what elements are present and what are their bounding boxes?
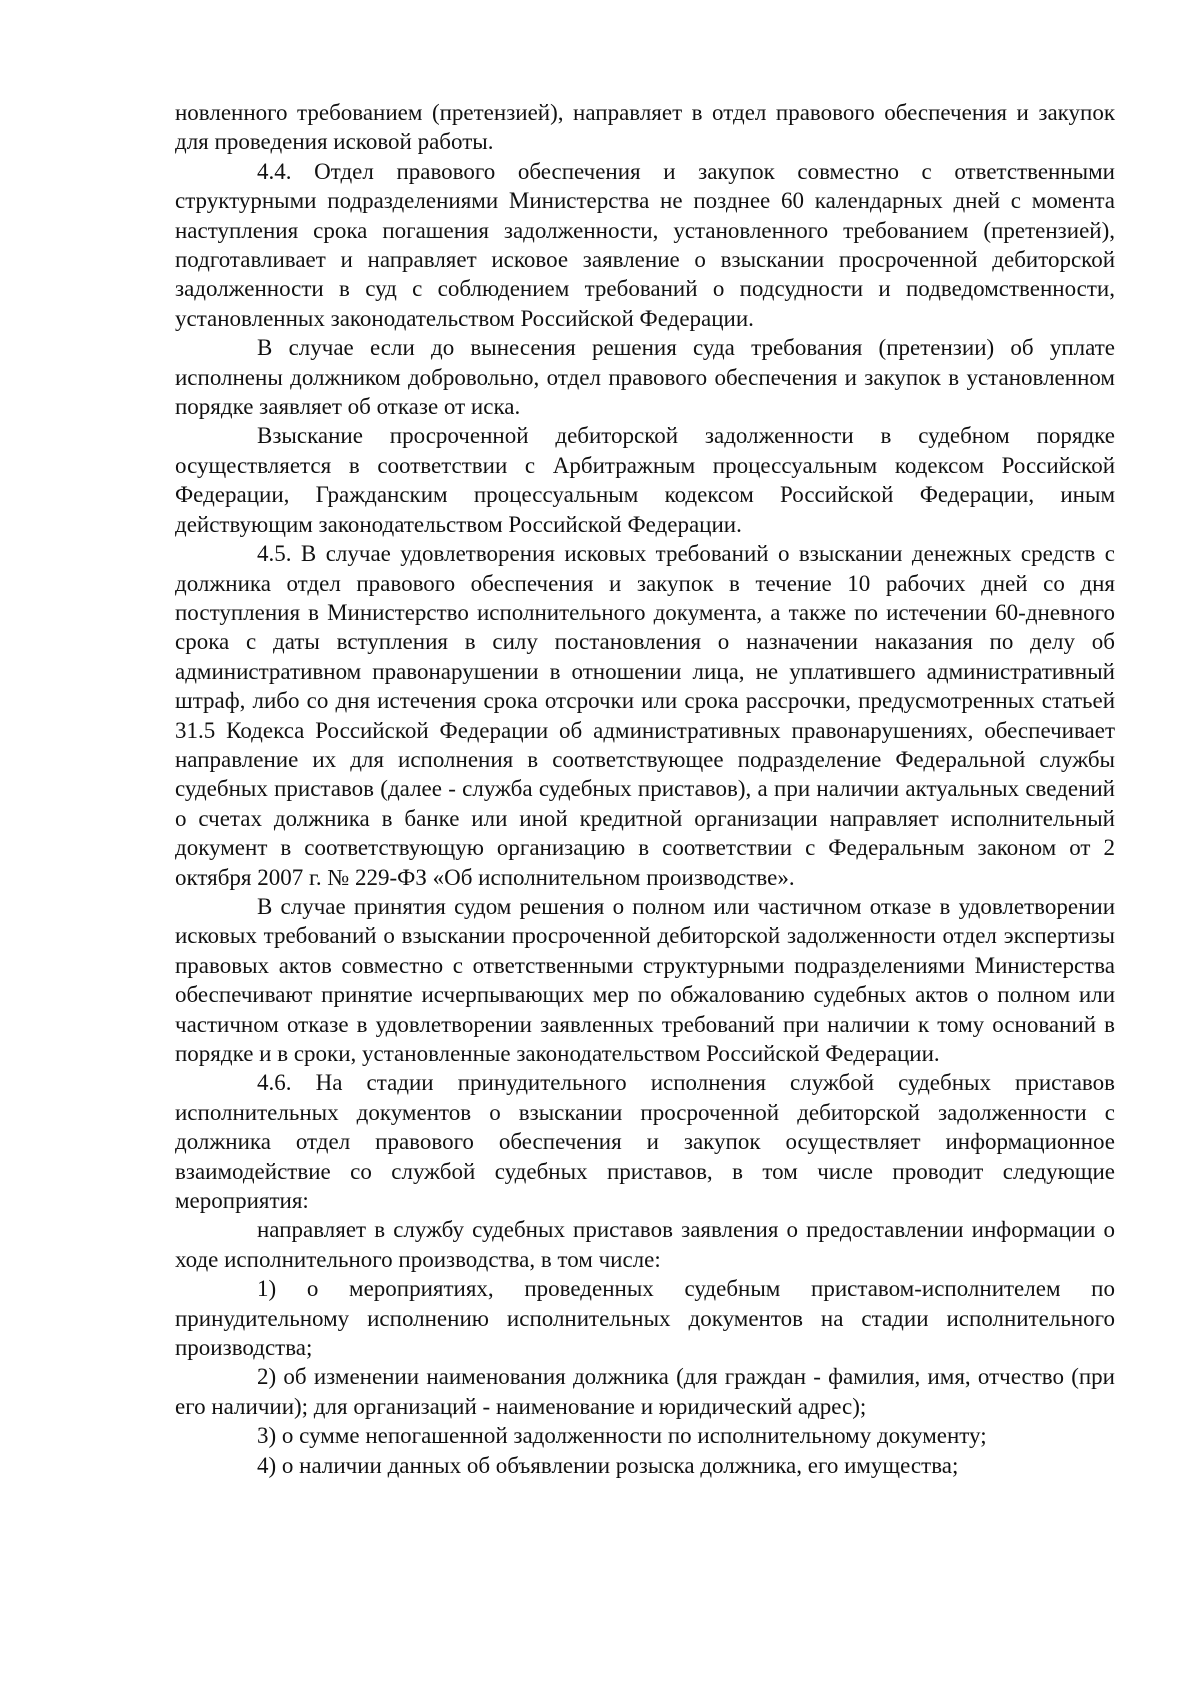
paragraph-continuation: новленного требованием (претензией), направляет в отдел правового обеспечения и закупок для проведения исковой работы. xyxy=(175,100,1115,155)
paragraph-4-4: 4.4. Отдел правового обеспечения и закупок совместно с ответственными структурными подразделениями Министерства не позднее 60 календарных дней с момента наступления срока погашения задолженности, установленного требованием (претензией), подготавливает и направляет исковое заявление о взыскании просроченной дебиторской задолженности в суд с соблюдением требований о подсудности и подведомственности, установленных законодательством Российской Федерации. xyxy=(175,158,1115,331)
list-item-2: 2) об изменении наименования должника (для граждан - фамилия, имя, отчество (при его наличии); для организаций - наименование и юридический адрес); xyxy=(175,1364,1115,1419)
list-item-1: 1) о мероприятиях, проведенных судебным приставом-исполнителем по принудительному исполнению исполнительных документов на стадии исполнительного производства; xyxy=(175,1276,1115,1361)
paragraph-claim-withdrawal: В случае если до вынесения решения суда требования (претензии) об уплате исполнены должником добровольно, отдел правового обеспечения и закупок в установленном порядке заявляет об отказе от иска. xyxy=(175,335,1115,420)
paragraph-requests: направляет в службу судебных приставов заявления о предоставлении информации о ходе исполнительного производства, в том числе: xyxy=(175,1217,1115,1272)
list-item-3: 3) о сумме непогашенной задолженности по исполнительному документу; xyxy=(257,1423,987,1449)
paragraph-4-6: 4.6. На стадии принудительного исполнения службой судебных приставов исполнительных документов о взыскании просроченной дебиторской задолженности с должника отдел правового обеспечения и закупок осуществляет информационное взаимодействие со службой судебных приставов, в том числе проводит следующие мероприятия: xyxy=(175,1070,1115,1214)
document-body xyxy=(175,98,1115,1480)
paragraph-appeal: В случае принятия судом решения о полном или частичном отказе в удовлетворении исковых требований о взыскании просроченной дебиторской задолженности отдел экспертизы правовых актов совместно с ответственными структурными подразделениями Министерства обеспечивают принятие исчерпывающих мер по обжалованию судебных актов о полном или частичном отказе в удовлетворении заявленных требований при наличии к тому оснований в порядке и в сроки, установленные законодательством Российской Федерации. xyxy=(175,893,1115,1066)
list-item-4: 4) о наличии данных об объявлении розыска должника, его имущества; xyxy=(257,1452,959,1478)
paragraph-4-5: 4.5. В случае удовлетворения исковых требований о взыскании денежных средств с должника отдел правового обеспечения и закупок в течение 10 рабочих дней со дня поступления в Министерство исполнительного документа, а также по истечении 60-дневного срока с даты вступления в силу постановления о назначении наказания по делу об административном правонарушении в отношении лица, не уплатившего административный штраф, либо со дня истечения срока отсрочки или срока рассрочки, предусмотренных статьей 31.5 Кодекса Российской Федерации об административных правонарушениях, обеспечивает направление их для исполнения в соответствующее подразделение Федеральной службы судебных приставов (далее - служба судебных приставов), а при наличии актуальных сведений о счетах должника в банке или иной кредитной организации направляет исполнительный документ в соответствующую организацию в соответствии с Федеральным законом от 2 октября 2007 г. № 229-ФЗ «Об исполнительном производстве». xyxy=(175,541,1115,890)
paragraph-court-recovery: Взыскание просроченной дебиторской задолженности в судебном порядке осуществляется в соответствии с Арбитражным процессуальным кодексом Российской Федерации, Гражданским процессуальным кодексом Российской Федерации, иным действующим законодательством Российской Федерации. xyxy=(175,423,1115,537)
